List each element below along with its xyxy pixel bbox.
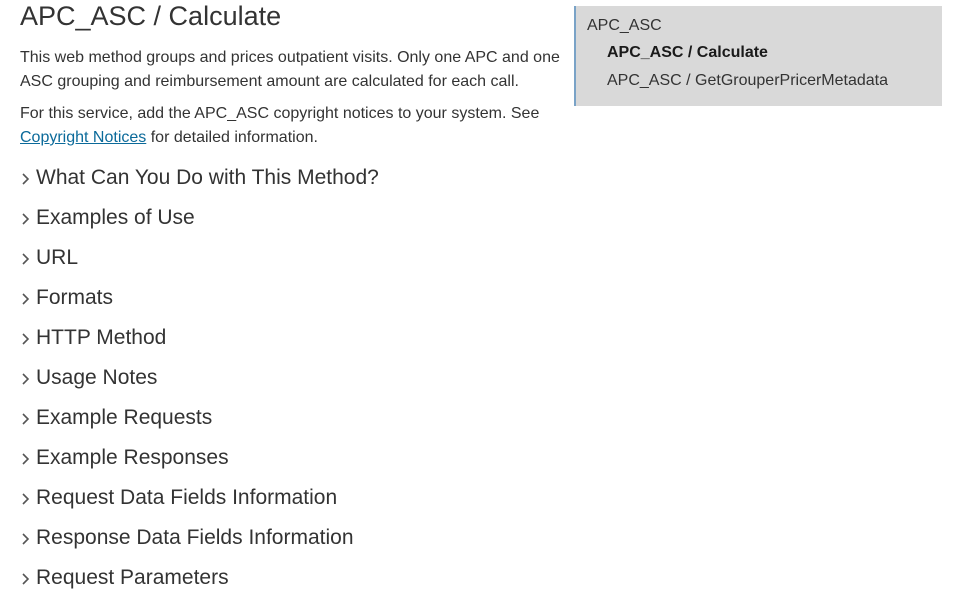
section-label: Formats (36, 286, 114, 309)
copyright-notices-link[interactable]: Copyright Notices (20, 129, 147, 146)
section-label: What Can You Do with This Method? (36, 166, 379, 189)
section-usage-notes[interactable] (20, 360, 379, 400)
section-label: Usage Notes (36, 366, 158, 389)
section-what-can-you-do[interactable] (20, 160, 379, 200)
section-label: Example Responses (36, 446, 229, 469)
section-label: Response Data Fields Information (36, 526, 354, 549)
section-label: URL (36, 246, 79, 269)
page-title: APC_ASC / Calculate (20, 1, 282, 31)
chevron-right-icon (20, 329, 36, 349)
section-url[interactable] (20, 240, 379, 280)
section-example-requests[interactable] (20, 400, 379, 440)
copyright-suffix: for detailed information. (146, 129, 318, 146)
chevron-right-icon (20, 409, 36, 429)
chevron-right-icon (20, 569, 36, 589)
section-request-parameters[interactable] (20, 560, 379, 600)
section-label: Request Parameters (36, 566, 229, 589)
section-request-data-fields[interactable] (20, 480, 379, 520)
section-list (20, 160, 379, 600)
section-label: Example Requests (36, 406, 213, 429)
chevron-right-icon (20, 449, 36, 469)
section-label: Request Data Fields Information (36, 486, 338, 509)
toc-item-calculate[interactable]: APC_ASC / Calculate (607, 44, 768, 61)
section-formats[interactable] (20, 280, 379, 320)
chevron-right-icon (20, 209, 36, 229)
chevron-right-icon (20, 249, 36, 269)
section-label: Examples of Use (36, 206, 195, 229)
section-examples-of-use[interactable] (20, 200, 379, 240)
chevron-right-icon (20, 289, 36, 309)
section-label: HTTP Method (36, 326, 167, 349)
method-description: This web method groups and prices outpatient visits. Only one APC and one ASC grouping and reimbursement amount are calculated for each call. (20, 49, 560, 90)
chevron-right-icon (20, 489, 36, 509)
section-response-data-fields[interactable] (20, 520, 379, 560)
toc-panel (574, 6, 942, 106)
chevron-right-icon (20, 169, 36, 189)
section-http-method[interactable] (20, 320, 379, 360)
chevron-right-icon (20, 369, 36, 389)
toc-root-link[interactable]: APC_ASC (587, 17, 662, 34)
chevron-right-icon (20, 529, 36, 549)
toc-item-get-grouper-pricer-metadata[interactable]: APC_ASC / GetGrouperPricerMetadata (607, 72, 889, 89)
section-example-responses[interactable] (20, 440, 379, 480)
copyright-prefix: For this service, add the APC_ASC copyright notices to your system. See (20, 105, 540, 122)
copyright-note (20, 102, 570, 150)
